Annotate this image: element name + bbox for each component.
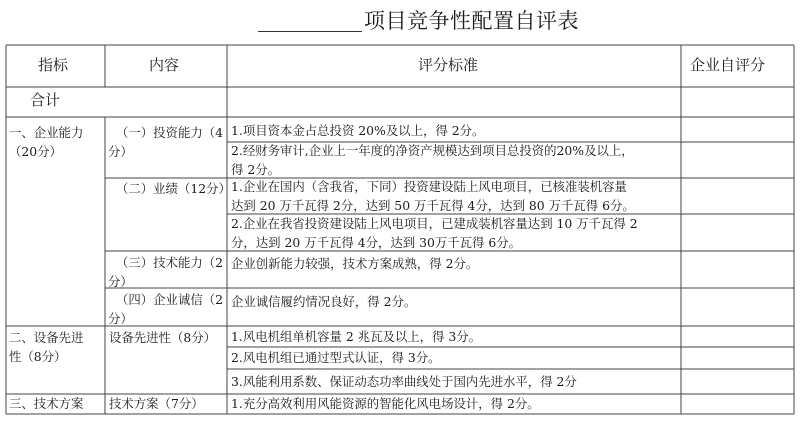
- section-2-label: [9, 328, 83, 366]
- item-tech-plan-label: 技术方案（7分）: [109, 396, 204, 411]
- total-label: 合计: [30, 91, 61, 109]
- criterion-equipment-2: 2.风电机组已通过型式认证，得 3分。: [231, 350, 441, 365]
- item-invest-label-line1: （一）投资能力（4: [116, 125, 224, 140]
- criterion-invest-2-line1: 2.经财务审计,企业上一年度的净资产规模达到项目总投资的20%及以上，: [231, 143, 634, 158]
- criterion-invest-2-line2: 得 2分。: [231, 162, 280, 177]
- criterion-invest-1: 1.项目资本金占总投资 20%及以上，得 2分。: [231, 123, 485, 138]
- criterion-equipment-3: 3.风能利用系数、保证动态功率曲线处于国内先进水平，得 2分: [231, 374, 577, 389]
- criterion-performance-1-line2: 达到 20 万千瓦得 2分，达到 50 万千瓦得 4分，达到 80 万千瓦得 6分。: [231, 198, 635, 213]
- section-2-label-line2: 性（8分）: [9, 349, 67, 364]
- criterion-integrity-1: 企业诚信履约情况良好，得 2分。: [231, 294, 417, 309]
- item-tech-capability-label: [108, 253, 223, 291]
- header-indicator: 指标: [38, 56, 69, 74]
- criterion-equipment-1: 1.风电机组单机容量 2 兆瓦及以上，得 3分。: [231, 329, 482, 344]
- criterion-invest-2: [231, 141, 634, 179]
- section-1-label: [9, 123, 83, 161]
- item-invest-label-line2: 分）: [108, 144, 133, 159]
- criterion-performance-1-line1: 1.企业在国内（含我省，下同）投资建设陆上风电项目，已核准装机容量: [231, 179, 627, 194]
- section-1-label-line2: （20分）: [9, 144, 62, 159]
- criterion-tech-plan-1: 1.充分高效利用风能资源的智能化风电场设计，得 2分。: [231, 396, 540, 411]
- item-tech-capability-label-line1: （三）技术能力（2: [116, 255, 224, 270]
- header-scoring-standard: 评分标准: [418, 56, 479, 74]
- header-content: 内容: [149, 56, 180, 74]
- section-1-label-line1: 一、企业能力: [9, 125, 84, 140]
- criterion-performance-2-line2: 分，达到 20 万千瓦得 4分，达到 30万千瓦得 6分。: [231, 235, 522, 250]
- criterion-performance-2-line1: 2.企业在我省投资建设陆上风电项目，已建成装机容量达到 10 万千瓦得 2: [231, 216, 638, 231]
- criterion-tech-capability-1: 企业创新能力较强，技术方案成熟，得 2分。: [231, 256, 479, 271]
- criterion-performance-1: [231, 177, 635, 215]
- section-3-label: 三、技术方案: [9, 396, 84, 411]
- item-integrity-label-line1: （四）企业诚信（2: [116, 292, 224, 307]
- header-self-score: 企业自评分: [690, 56, 766, 74]
- item-tech-capability-label-line2: 分）: [108, 274, 133, 289]
- item-equipment-label: 设备先进性（8分）: [109, 330, 217, 345]
- page-title: 项目竞争性配置自评表: [364, 9, 579, 33]
- item-integrity-label: [108, 290, 223, 328]
- item-performance-label: （二）业绩（12分）: [116, 181, 231, 196]
- criterion-performance-2: [231, 214, 638, 252]
- section-2-label-line1: 二、设备先进: [9, 330, 84, 345]
- item-integrity-label-line2: 分）: [108, 311, 133, 326]
- item-invest-label: [108, 123, 223, 161]
